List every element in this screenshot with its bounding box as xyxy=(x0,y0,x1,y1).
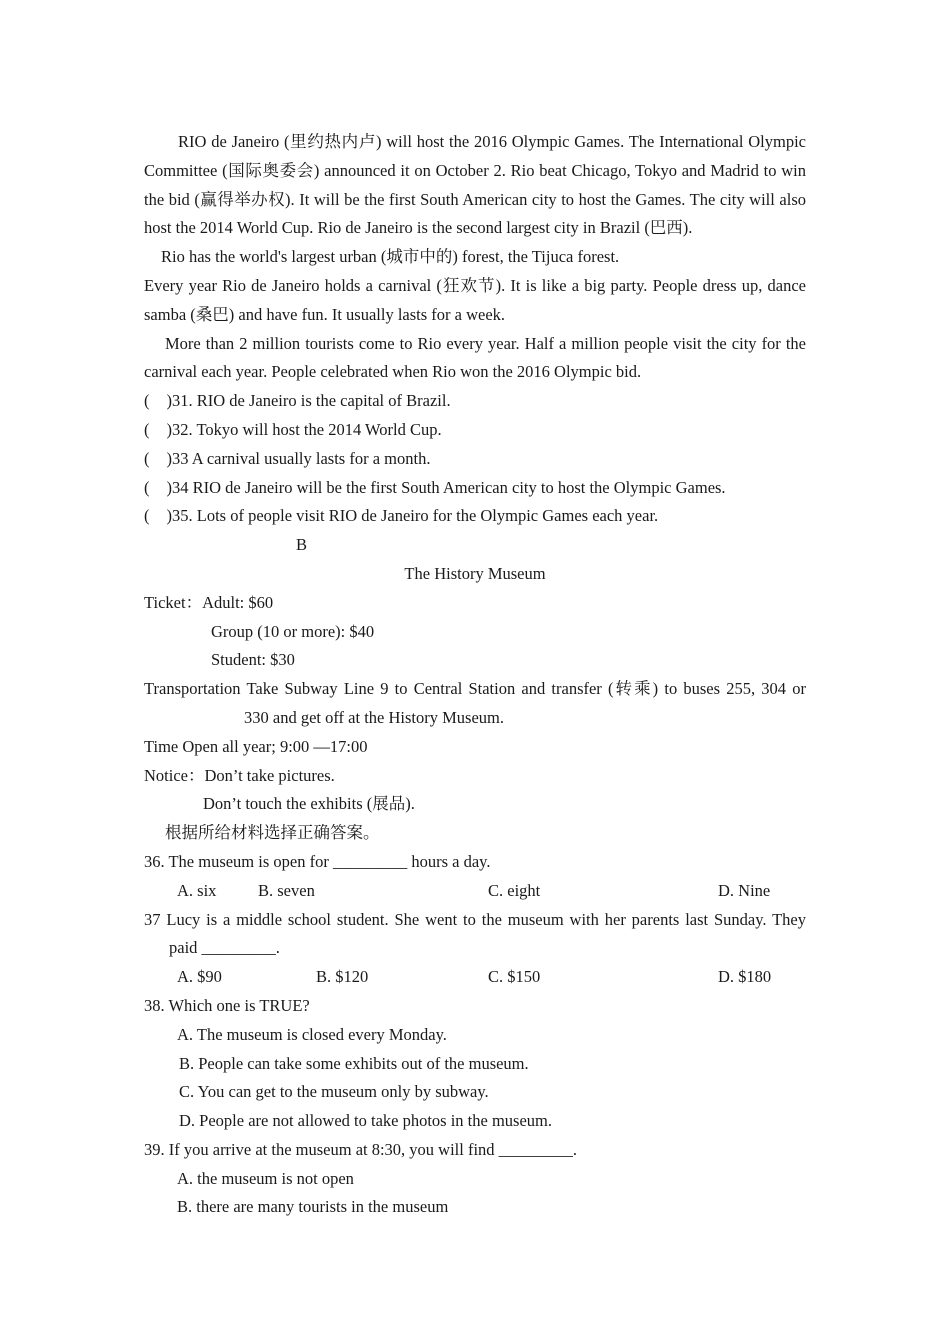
tf-question xyxy=(144,416,806,445)
answer-paren: ( xyxy=(144,477,150,497)
tf-question xyxy=(144,445,806,474)
option[interactable]: D. People are not allowed to take photos in the museum. xyxy=(179,1111,553,1131)
answer-paren: ( xyxy=(144,391,150,411)
tf-question xyxy=(144,474,806,503)
option[interactable]: C. $150 xyxy=(488,967,541,987)
tf-question-list xyxy=(144,387,806,531)
tf-question-text: )32. Tokyo will host the 2014 World Cup. xyxy=(166,419,442,439)
option-row xyxy=(144,963,806,992)
passage-line: Rio has the world's largest urban (城市中的) forest, the Tijuca forest. xyxy=(161,247,620,267)
passage-line: host the 2014 World Cup. Rio de Janeiro is the second largest city in Brazil (巴西). xyxy=(144,218,693,238)
passage-line: samba (桑巴) and have fun. It usually lasts for a week. xyxy=(144,304,506,324)
museum-title: The History Museum xyxy=(404,563,546,583)
mc-question-list xyxy=(144,848,806,1222)
question-stem: paid _________. xyxy=(169,938,280,958)
section-label: B xyxy=(296,535,308,555)
answer-paren: ( xyxy=(144,506,150,526)
option[interactable]: A. six xyxy=(177,880,217,900)
transport-line: Transportation Take Subway Line 9 to Central Station and transfer (转乘) to buses 255, 304 or xyxy=(144,679,806,699)
notice-label: Notice： xyxy=(144,765,205,785)
notice-item: Don’t take pictures. xyxy=(204,765,335,785)
passage-line: the bid (赢得举办权). It will be the first South American city to host the Games. The city will also xyxy=(144,189,806,209)
passage-line: More than 2 million tourists come to Rio every year. Half a million people visit the city for the xyxy=(165,333,806,353)
ticket-adult: Adult: $60 xyxy=(202,592,274,612)
option[interactable]: D. Nine xyxy=(718,880,771,900)
question-stem: 38. Which one is TRUE? xyxy=(144,995,310,1015)
tf-question-text: )33 A carnival usually lasts for a month. xyxy=(166,448,431,468)
answer-paren: ( xyxy=(144,419,150,439)
passage-line: carnival each year. People celebrated when Rio won the 2016 Olympic bid. xyxy=(144,362,642,382)
ticket-group: Group (10 or more): $40 xyxy=(211,621,375,641)
ticket-label: Ticket： xyxy=(144,592,203,612)
passage-line: RIO de Janeiro (里约热内卢) will host the 2016 Olympic Games. The International Olympic xyxy=(178,132,806,151)
question-stem: 39. If you arrive at the museum at 8:30, you will find _________. xyxy=(144,1139,578,1159)
option[interactable]: A. $90 xyxy=(177,967,222,987)
option[interactable]: B. there are many tourists in the museum xyxy=(177,1197,449,1217)
tf-question-text: )31. RIO de Janeiro is the capital of Brazil. xyxy=(166,391,451,411)
option[interactable]: D. $180 xyxy=(718,967,772,987)
question-stem: 36. The museum is open for _________ hours a day. xyxy=(144,851,491,871)
tf-question-text: )34 RIO de Janeiro will be the first South American city to host the Olympic Games. xyxy=(166,477,726,497)
section-b xyxy=(144,531,806,848)
tf-question xyxy=(144,502,806,531)
option-row xyxy=(144,877,806,906)
option[interactable]: A. The museum is closed every Monday. xyxy=(177,1024,447,1044)
tf-question xyxy=(144,387,806,416)
instruction: 根据所给材料选择正确答案。 xyxy=(165,823,380,843)
passage-line: Committee (国际奥委会) announced it on October 2. Rio beat Chicago, Tokyo and Madrid to win xyxy=(144,160,806,180)
passage-line: Every year Rio de Janeiro holds a carnival (狂欢节). It is like a big party. People dress up, dance xyxy=(144,275,806,295)
notice-row xyxy=(144,762,806,791)
option[interactable]: B. $120 xyxy=(316,967,369,987)
option[interactable]: B. People can take some exhibits out of the museum. xyxy=(179,1053,529,1073)
ticket-student: Student: $30 xyxy=(211,650,295,670)
answer-paren: ( xyxy=(144,448,150,468)
passage-a xyxy=(144,128,806,387)
notice-item: Don’t touch the exhibits (展品). xyxy=(203,794,415,814)
ticket-row xyxy=(144,589,806,618)
option[interactable]: A. the museum is not open xyxy=(177,1168,354,1188)
opening-time: Time Open all year; 9:00 —17:00 xyxy=(144,736,368,756)
option[interactable]: C. You can get to the museum only by subway. xyxy=(179,1082,489,1102)
option[interactable]: C. eight xyxy=(488,880,541,900)
question-stem: 37 Lucy is a middle school student. She went to the museum with her parents last Sunday. They xyxy=(144,909,806,929)
tf-question-text: )35. Lots of people visit RIO de Janeiro for the Olympic Games each year. xyxy=(166,506,659,526)
page-content xyxy=(144,128,806,1222)
option[interactable]: B. seven xyxy=(258,880,315,900)
transport-line: 330 and get off at the History Museum. xyxy=(244,707,504,727)
